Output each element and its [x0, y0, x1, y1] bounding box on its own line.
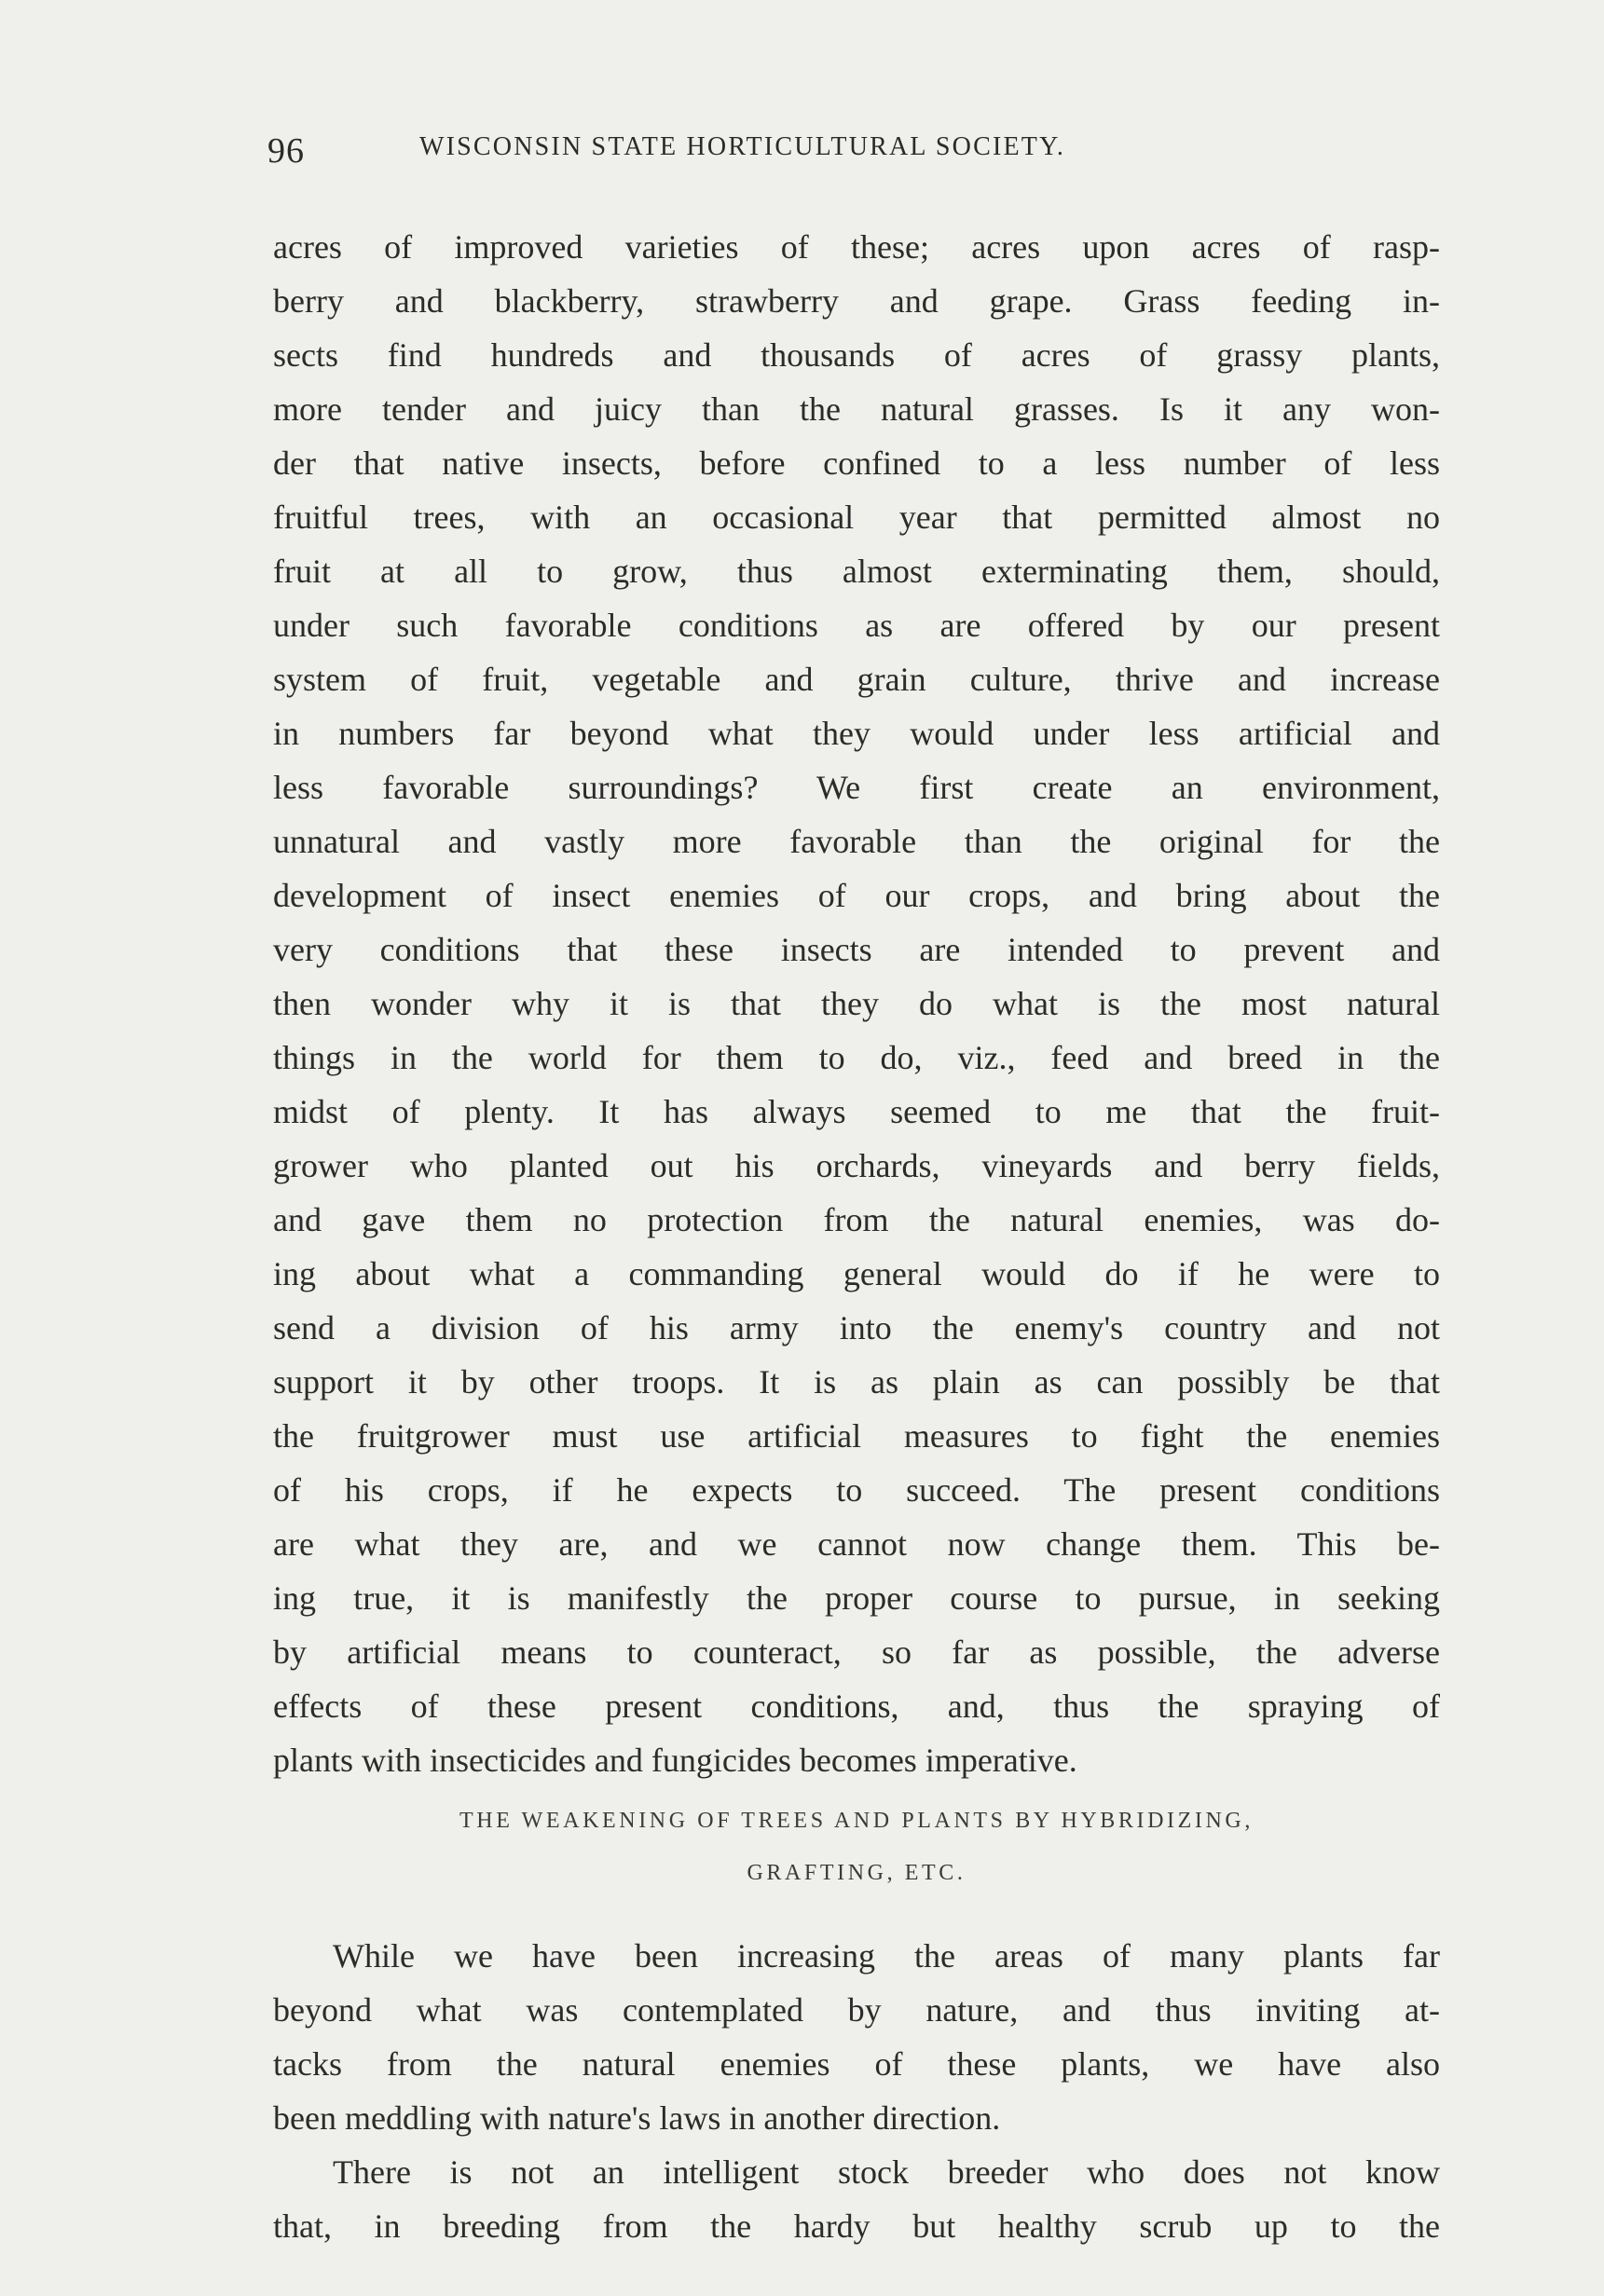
section-heading: THE WEAKENING OF TREES AND PLANTS BY HYBRIDIZING,: [459, 1809, 1254, 1833]
text-line: more tender and juicy than the natural grasses. Is it any won-: [273, 390, 1440, 428]
text-line: of his crops, if he expects to succeed. The present conditions: [273, 1471, 1440, 1509]
text-line: der that native insects, before confined to a less number of less: [273, 444, 1440, 482]
text-line: been meddling with nature's laws in another direction.: [273, 2099, 1001, 2137]
text-line: send a division of his army into the enemy's country and not: [273, 1309, 1440, 1346]
text-line: grower who planted out his orchards, vineyards and berry fields,: [273, 1147, 1440, 1184]
text-line: that, in breeding from the hardy but healthy scrub up to the: [273, 2207, 1440, 2245]
running-head: WISCONSIN STATE HORTICULTURAL SOCIETY.: [419, 132, 1066, 161]
section-heading-continued: GRAFTING, ETC.: [747, 1861, 967, 1885]
text-line: berry and blackberry, strawberry and grape. Grass feeding in-: [273, 282, 1440, 320]
page-number: 96: [267, 131, 305, 171]
text-line: fruitful trees, with an occasional year that permitted almost no: [273, 499, 1440, 536]
text-line: midst of plenty. It has always seemed to me that the fruit-: [273, 1093, 1440, 1130]
text-line: under such favorable conditions as are offered by our present: [273, 607, 1440, 644]
text-line: are what they are, and we cannot now change them. This be-: [273, 1525, 1440, 1563]
text-line: and gave them no protection from the natural enemies, was do-: [273, 1201, 1440, 1238]
text-line: development of insect enemies of our crops, and bring about the: [273, 877, 1440, 914]
text-line: very conditions that these insects are intended to prevent and: [273, 931, 1440, 968]
text-line: tacks from the natural enemies of these plants, we have also: [273, 2045, 1440, 2083]
text-line: things in the world for them to do, viz., feed and breed in the: [273, 1039, 1440, 1076]
text-line: sects find hundreds and thousands of acres of grassy plants,: [273, 336, 1440, 374]
text-line: ing about what a commanding general would do if he were to: [273, 1255, 1440, 1292]
text-line: support it by other troops. It is as plain as can possibly be that: [273, 1363, 1440, 1401]
text-line: There is not an intelligent stock breeder who does not know: [333, 2153, 1440, 2191]
text-line: the fruitgrower must use artificial measures to fight the enemies: [273, 1417, 1440, 1455]
text-line: While we have been increasing the areas of many plants far: [333, 1937, 1440, 1975]
paragraph-2: [273, 1929, 1440, 2253]
text-line: then wonder why it is that they do what is the most natural: [273, 985, 1440, 1022]
paragraph-1: [273, 220, 1440, 1787]
text-line: unnatural and vastly more favorable than the original for the: [273, 823, 1440, 860]
text-line: plants with insecticides and fungicides becomes imperative.: [273, 1742, 1077, 1779]
text-line: less favorable surroundings? We first create an environment,: [273, 769, 1440, 806]
page-header: [267, 129, 1446, 184]
text-line: beyond what was contemplated by nature, and thus inviting at-: [273, 1991, 1440, 2029]
text-line: effects of these present conditions, and, thus the spraying of: [273, 1688, 1440, 1725]
text-line: acres of improved varieties of these; acres upon acres of rasp-: [273, 228, 1440, 266]
text-line: fruit at all to grow, thus almost exterminating them, should,: [273, 553, 1440, 590]
text-line: system of fruit, vegetable and grain culture, thrive and increase: [273, 661, 1440, 698]
text-line: by artificial means to counteract, so far as possible, the adverse: [273, 1633, 1440, 1671]
text-line: in numbers far beyond what they would under less artificial and: [273, 715, 1440, 752]
text-line: ing true, it is manifestly the proper course to pursue, in seeking: [273, 1579, 1440, 1617]
